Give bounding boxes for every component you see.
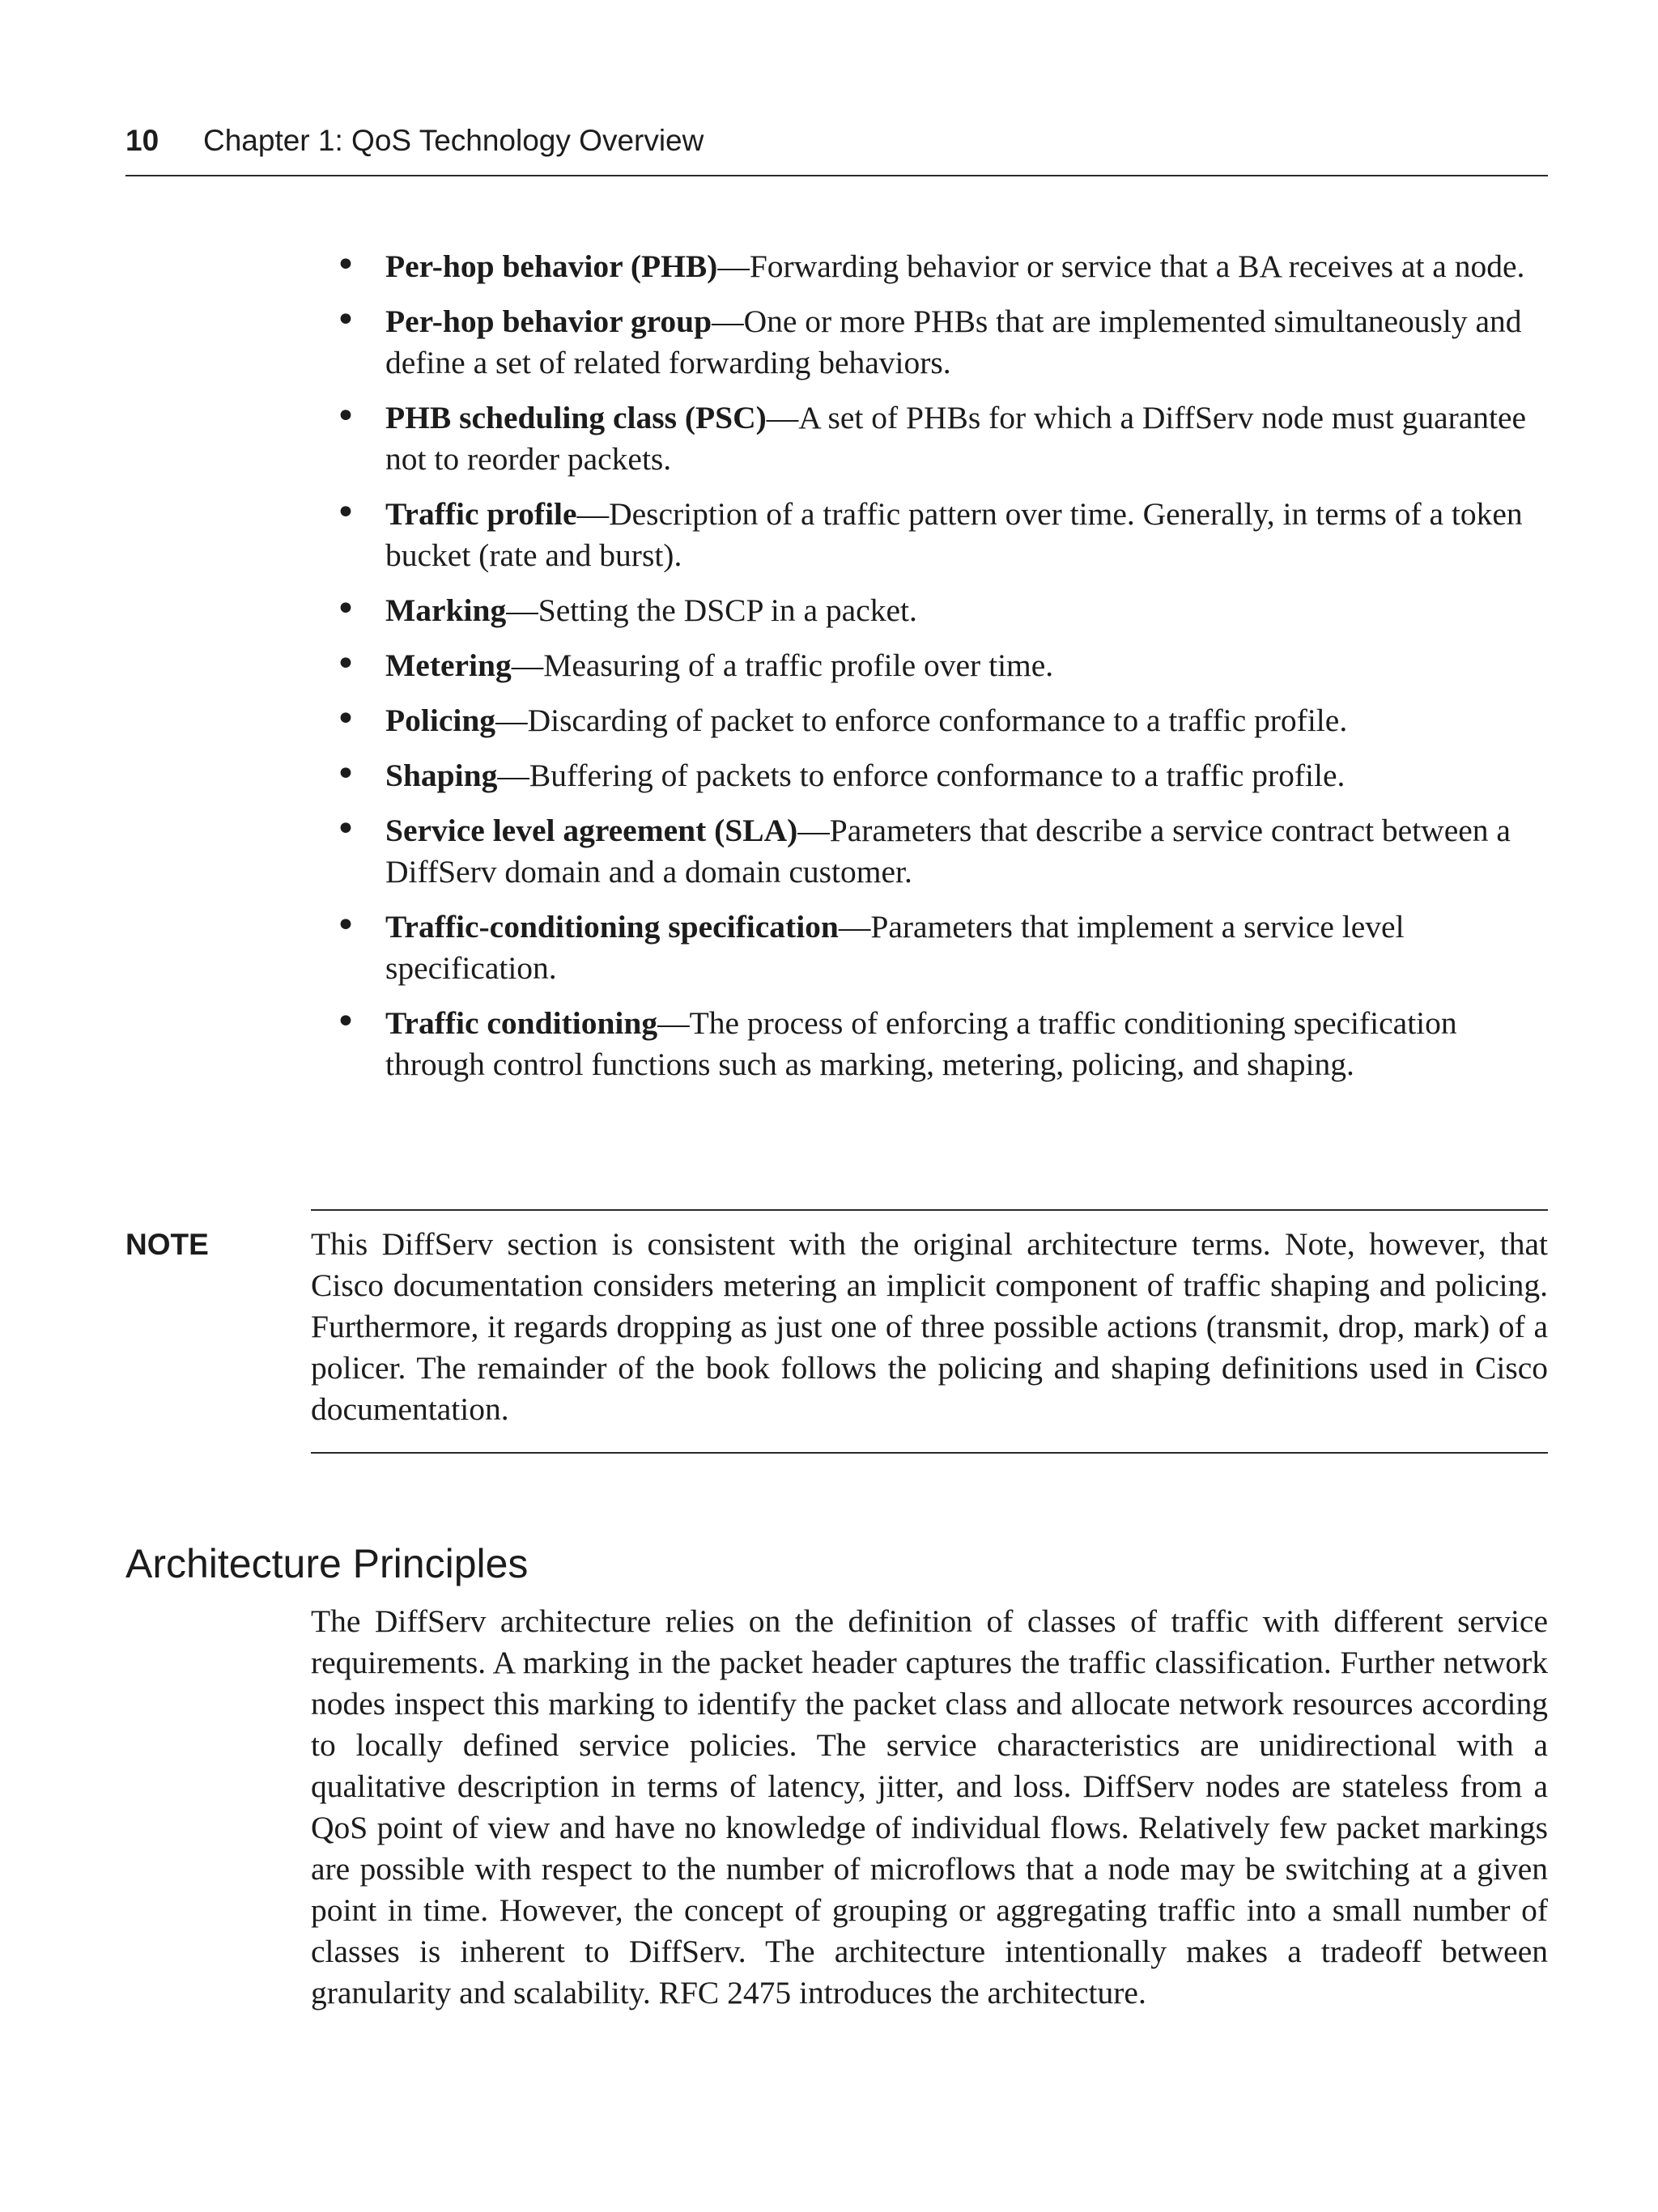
term: PHB scheduling class (PSC)	[385, 400, 767, 435]
definition: The process of enforcing a traffic conditioning specification through control functions such as marking, metering, policing, and shaping.	[385, 1005, 1457, 1082]
bullet-icon: •	[335, 754, 356, 795]
definition: Parameters that implement a service level specification.	[385, 909, 1405, 986]
bullet-icon: •	[335, 588, 356, 630]
term: Marking	[385, 592, 507, 628]
section-body: The DiffServ architecture relies on the definition of classes of traffic with different service requirements. A marking in the packet header captures the traffic classification. Further network nodes inspect this marking to identify the packet class and allocate network resources according to locally defined service policies. The service characteristics are unidirectional with a qualitative description in terms of latency, jitter, and loss. DiffServ nodes are stateless from a QoS point of view and have no knowledge of individual flows. Relatively few packet markings are possible with respect to the number of microflows that a node may be switching at a given point in time. However, the concept of grouping or aggregating traffic into a small number of classes is inherent to DiffServ. The architecture intentionally makes a tradeoff between granularity and scalability. RFC 2475 introduces the architecture.	[311, 1603, 1548, 2010]
header-divider	[125, 175, 1548, 176]
running-header	[125, 120, 1542, 162]
term: Per-hop behavior group	[385, 304, 712, 339]
note-text: This DiffServ section is consistent with the original architecture terms. Note, however, that Cisco documentation considers metering an implicit component of traffic shaping and policing. Furthermore, it regards dropping as just one of three possible actions (transmit, drop, mark) of a policer. The remainder of the book follows the policing and shaping definitions used in Cisco documentation.	[311, 1226, 1548, 1427]
bullet-icon: •	[335, 396, 356, 437]
bullet-icon: •	[335, 643, 356, 685]
list-item: • Shaping—Buffering of packets to enforce conformance to a traffic profile.	[335, 754, 1346, 795]
list-item: • Metering—Measuring of a traffic profile over time.	[335, 643, 1054, 685]
definition: A set of PHBs for which a DiffServ node must guarantee not to reorder packets.	[385, 400, 1527, 477]
term: Metering	[385, 647, 512, 683]
term: Policing	[385, 703, 496, 738]
list-item: • Per-hop behavior group—One or more PHBs that are implemented simultaneously and define a set of related forwarding behaviors.	[335, 299, 1522, 380]
bullet-icon: •	[335, 299, 356, 341]
term: Traffic conditioning	[385, 1005, 658, 1041]
note-top-divider	[311, 1209, 1548, 1211]
list-item: • PHB scheduling class (PSC)—A set of PHBs for which a DiffServ node must guarantee not to reorder packets.	[335, 396, 1527, 477]
bullet-icon: •	[335, 809, 356, 850]
definition: Description of a traffic pattern over time. Generally, in terms of a token bucket (rate and burst).	[385, 496, 1523, 573]
bullet-icon: •	[335, 244, 356, 286]
definition: Setting the DSCP in a packet.	[538, 592, 917, 628]
bullet-icon: •	[335, 905, 356, 946]
list-item: • Traffic conditioning—The process of enforcing a traffic conditioning specification through control functions such as marking, metering, policing, and shaping.	[335, 1001, 1457, 1082]
list-item: • Traffic-conditioning specification—Parameters that implement a service level specification.	[335, 905, 1405, 986]
list-item: • Traffic profile—Description of a traffic pattern over time. Generally, in terms of a token bucket (rate and burst).	[335, 492, 1523, 573]
definition: Discarding of packet to enforce conformance to a traffic profile.	[527, 703, 1348, 738]
bullet-icon: •	[335, 1001, 356, 1042]
bullet-icon: •	[335, 698, 356, 740]
definition: Measuring of a traffic profile over time.	[543, 647, 1054, 683]
definition: One or more PHBs that are implemented simultaneously and define a set of related forwarding behaviors.	[385, 304, 1522, 380]
list-item: • Marking—Setting the DSCP in a packet.	[335, 588, 917, 630]
chapter-title: Chapter 1: QoS Technology Overview	[203, 124, 704, 157]
term: Shaping	[385, 758, 498, 793]
section-heading: Architecture Principles	[125, 1541, 529, 1586]
note-label: NOTE	[125, 1228, 209, 1261]
definition: Forwarding behavior or service that a BA receives at a node.	[749, 248, 1525, 284]
definition: Parameters that describe a service contract between a DiffServ domain and a domain customer.	[385, 813, 1511, 889]
note-bottom-divider	[311, 1452, 1548, 1454]
list-item: • Policing—Discarding of packet to enforce conformance to a traffic profile.	[335, 698, 1348, 740]
term: Service level agreement (SLA)	[385, 813, 798, 848]
term: Per-hop behavior (PHB)	[385, 248, 718, 284]
term: Traffic-conditioning specification	[385, 909, 839, 945]
bullet-icon: •	[335, 492, 356, 533]
list-item: • Service level agreement (SLA)—Parameters that describe a service contract between a DiffServ domain and a domain customer.	[335, 809, 1511, 889]
definition: Buffering of packets to enforce conformance to a traffic profile.	[529, 758, 1346, 793]
term: Traffic profile	[385, 496, 577, 532]
definition-list	[334, 246, 1548, 1099]
list-item: • Per-hop behavior (PHB)—Forwarding behavior or service that a BA receives at a node.	[335, 244, 1525, 286]
page-number: 10	[125, 124, 159, 157]
